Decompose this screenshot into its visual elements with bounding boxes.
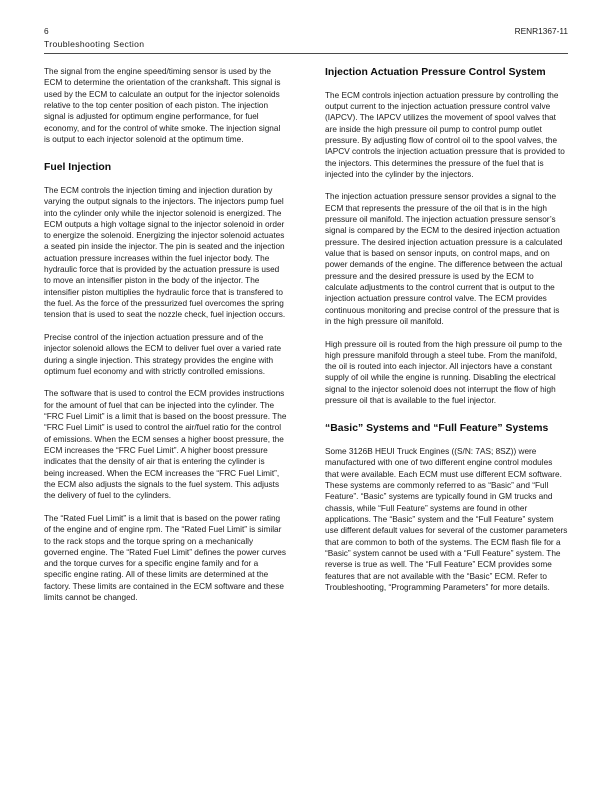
spacer [325,436,568,447]
paragraph: Precise control of the injection actuation pressure and of the injector solenoid allows the ECM to deliver fuel over a varied rate during a single injection. This strategy provides the engine with optimum fuel economy and with strictly controlled emissions. [44,332,282,376]
paragraph: The ECM controls the injection timing and injection duration by varying the output signals to the injectors. The injectors pump fuel into the cylinder only while the injector solenoid is energized. The ECM outputs a high voltage signal to the injector solenoid in order to energize the solenoid. Energizing the injector solenoid actuates a seated pin inside the injector. The pin is seated and the injection actuation pressure increases within the fuel injector body. The hydraulic force that is provided by the actuation pressure is used to move an intensifier piston in the body of the injector. The intensifier piston multiplies the hydraulic force that is transfered to the fuel. As the force of the pressurized fuel overcomes the spring tension that is used to seat the nozzle check, fuel injection occurs. [44,185,286,320]
paragraph: The “Rated Fuel Limit” is a limit that is based on the power rating of the engine and of engine rpm. The “Rated Fuel Limit” is similar to the rack stops and the torque spring on a mechanically governed engine. The “Rated Fuel Limit” defines the power curves and the torque curves for a specific engine family and for a specific engine rating. All of these limits are determined at the factory. These limits are contained in the ECM software and these limits cannot be changed. [44,513,286,603]
spacer [44,502,287,513]
paragraph: High pressure oil is routed from the high pressure oil pump to the high pressure manifold through a steel tube. From the manifold, the oil is routed into each injector. All injectors have a constant supply of oil while the engine is running. Disabling the electrical signal to the injector solenoid does not interrupt the flow of high pressure oil that is available to the fuel injector. [325,339,563,406]
spacer [325,327,568,338]
header-divider-rule [44,53,568,54]
page-number: 6 [44,26,49,36]
spacer [44,377,287,388]
spacer [325,79,568,90]
paragraph: Some 3126B HEUI Truck Engines ((S/N: 7AS; 8SZ)) were manufactured with one of two different engine control modules that were available. Each ECM must use different ECM software. These systems are commonly referred to as “Basic” and “Full Feature”. “Basic” systems are typically found in GM trucks and chassis, while “Full Feature” systems are found in other applications. The “Basic” system and the “Full Feature” system use different default values for several of the customer parameters that are common to both of the systems. The ECM flash file for a “Basic” system cannot be used with a “Full Feature” system. The reverse is true as well. The “Full Feature” ECM provides some features that are not available with the “Basic” ECM. Refer to Troubleshooting, “Programming Parameters” for more details. [325,447,568,592]
page-header [44,26,568,60]
left-text-column [44,66,287,603]
document-number: RENR1367-11 [514,26,568,36]
paragraph: The software that is used to control the ECM provides instructions for the amount of fuel that can be injected into the cylinder. The “FRC Fuel Limit” is a limit that is based on the boost pressure. The “FRC Fuel Limit” is used to control the air/fuel ratio for the control of emissions. When the ECM senses a higher boost pressure, the ECM increases the “FRC Fuel Limit”. A higher boost pressure indicates that the density of air that is entering the cylinder is being increased. When the ECM increases the “FRC Fuel Limit”, the ECM also adjusts the signals to the fuel system. This adjusts the delivery of fuel to the cylinders. [44,389,287,501]
section-title: Troubleshooting Section [44,39,145,49]
spacer [44,321,287,332]
spacer [325,406,568,422]
spacer [325,180,568,191]
paragraph: The ECM controls injection actuation pressure by controlling the output current to the injection actuation pressure control valve (IAPCV). The IAPCV utilizes the movement of spool valves that are inside the high pressure oil pump to control pump outlet pressure. By adjusting flow of control oil to the spool valves, the IAPCV controls the injection actuation pressure that is provided to the injectors. This determines the pressure of the fuel that is injected into the cylinder by the injectors. [325,90,565,179]
heading-basic-and-full-feature-systems: “Basic” Systems and “Full Feature” Systems [325,423,549,435]
paragraph: The signal from the engine speed/timing sensor is used by the ECM to determine the orientation of the crankshaft. This signal is used by the ECM to calculate an output for the injector solenoids relative to the top center position of each piston. The injection signal is adjusted for optimum engine performance, for fuel economy, and for the control of white smoke. The injection signal is output to each injector solenoid at the optimum time. [44,67,281,144]
spacer [44,174,287,185]
spacer [44,145,287,161]
heading-fuel-injection: Fuel Injection [44,162,112,174]
right-text-column [325,66,568,593]
paragraph: The injection actuation pressure sensor provides a signal to the ECM that represents the pressure of the oil that is in the high pressure oil manifold. The injection actuation pressure sensor’s signal is compared by the ECM to the desired injection actuation pressure. The desired injection actuation pressure is a calculated value that is based on sensor inputs, on control maps, and on power demands of the engine. The difference between the actual pressure and the desired pressure is used by the ECM to calculate adjustments to the control current that is output to the injection actuation pressure control valve. The ECM provides continuous monitoring and precise control of the pressure that is in the high pressure oil manifold. [325,192,563,326]
heading-injection-actuation-pressure-control-system: Injection Actuation Pressure Control System [325,67,546,78]
